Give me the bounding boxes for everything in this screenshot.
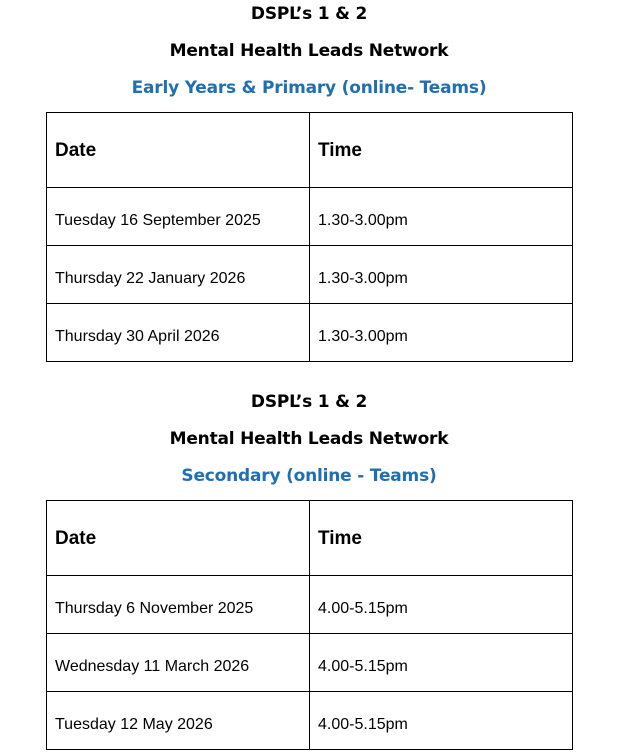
schedule-section-primary xyxy=(0,0,618,345)
table-row xyxy=(47,246,573,304)
cell-time: 4.00-5.15pm xyxy=(310,576,573,634)
column-header-date: Date xyxy=(47,113,310,188)
section-subtitle: Early Years & Primary (online- Teams) xyxy=(131,78,487,98)
schedule-section-secondary xyxy=(0,388,618,733)
column-header-time: Time xyxy=(310,113,573,188)
cell-date: Thursday 22 January 2026 xyxy=(47,246,310,304)
section-subtitle: Secondary (online - Teams) xyxy=(181,466,437,486)
network-title: Mental Health Leads Network xyxy=(169,41,449,61)
cell-date: Tuesday 16 September 2025 xyxy=(47,188,310,246)
table-row xyxy=(47,188,573,246)
cell-time: 1.30-3.00pm xyxy=(310,246,573,304)
network-title: Mental Health Leads Network xyxy=(169,429,449,449)
cell-time: 1.30-3.00pm xyxy=(310,188,573,246)
table-header-row xyxy=(47,501,573,576)
column-header-time: Time xyxy=(310,501,573,576)
cell-date: Thursday 30 April 2026 xyxy=(47,304,310,362)
section-title: DSPL’s 1 & 2 xyxy=(250,4,368,24)
cell-time: 4.00-5.15pm xyxy=(310,634,573,692)
table-row xyxy=(47,304,573,362)
table-row xyxy=(47,634,573,692)
table-header-row xyxy=(47,113,573,188)
cell-time: 4.00-5.15pm xyxy=(310,692,573,750)
column-header-date: Date xyxy=(47,501,310,576)
schedule-table xyxy=(46,500,573,750)
section-title: DSPL’s 1 & 2 xyxy=(250,392,368,412)
schedule-table xyxy=(46,112,573,362)
cell-date: Thursday 6 November 2025 xyxy=(47,576,310,634)
table-row xyxy=(47,692,573,750)
cell-date: Wednesday 11 March 2026 xyxy=(47,634,310,692)
cell-date: Tuesday 12 May 2026 xyxy=(47,692,310,750)
cell-time: 1.30-3.00pm xyxy=(310,304,573,362)
table-row xyxy=(47,576,573,634)
